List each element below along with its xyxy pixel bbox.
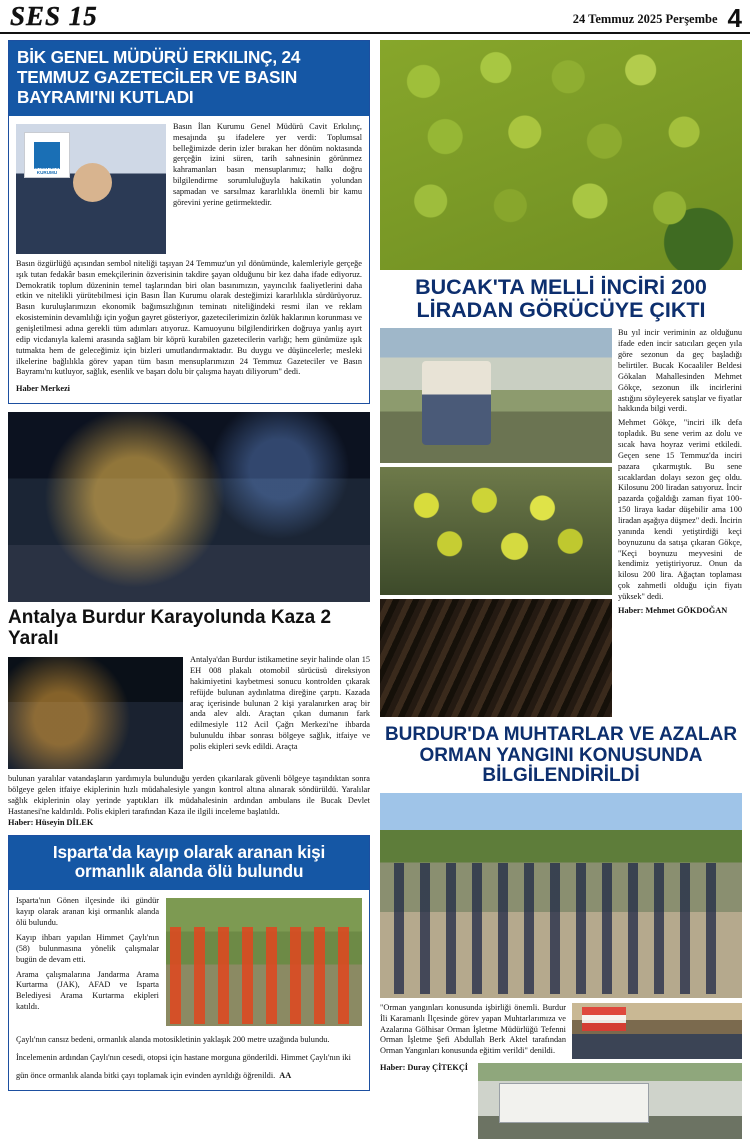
kaza-byline: Haber: Hüseyin DİLEK bbox=[8, 817, 94, 827]
incir-paragraph-2: Mehmet Gökçe, "inciri ilk defa topladık. Bu sene verim az dolu ve sıcak hava hoyraz verimi etkiledi. Geçen sene 15 Temmuz'da inciri pazara çıkarmıştık. Bu sene sıcaklardan dolayı sezon geç oldu. Kilosunu 200 liradan satıyoruz. İncir pazarda çoğaldığı zaman fiyat 100-150 liraya kadar düşebilir ama 100 liradan aşağıya düşmez" dedi. İncirin yanında kendi yetiştirdiği keçi boynuzunu da satışa çıkaran Gökçe, "Keçi boynuzu meyvesini de kendimiz yetiştiriyoruz. Onun da kilosu 200 lira. Ağaçtan toplaması çok zahmetli olduğu için fiyatı yüksek" dedi. bbox=[618, 418, 742, 602]
bik-portrait-photo bbox=[16, 124, 166, 254]
orman-hall-photo bbox=[572, 1003, 742, 1059]
publication-date: 24 Temmuz 2025 Perşembe bbox=[572, 12, 718, 26]
newspaper-logo: SES 15 bbox=[10, 1, 98, 31]
kaza-main-photo bbox=[8, 412, 370, 602]
kaza-headline: Antalya Burdur Karayolunda Kaza 2 Yaralı bbox=[8, 607, 332, 650]
masthead bbox=[0, 0, 750, 34]
isparta-paragraph-3: Arama çalışmalarına Jandarma Arama Kurtarma (JAK), AFAD ve Isparta Belediyesi Arama Kurtarma ekipleri katıldı. bbox=[16, 969, 159, 1012]
bik-headline: BİK GENEL MÜDÜRÜ ERKILINÇ, 24 TEMMUZ GAZETECİLER VE BASIN BAYRAMI'NI KUTLADI bbox=[17, 47, 301, 107]
bik-paragraph-2: Basın özgürlüğü açısından sembol niteliği taşıyan 24 Temmuz'un yıl dönümünde, kalemleriyle gerçeğe ışık tutan fedakâr basın emekçilerinin özverisinin takdire şayan olduğunu bir kez daha ifade ediyoruz. Demokratik toplum düzeninin temel taşlarından biri olan basınımızın, yayıncılık faaliyetlerini daha etkin ve nitelikli yürütebilmesi için Basın İlan Kurumu olarak desteğimizi kararlılıkla sürdürüyoruz. Basın kuruluşlarımızın ekonomik bağımsızlığının teminatı niteliğindeki resmi ilan ve reklam ekosisteminin devamlılığı için yoğun gayret gösteriyor, gazetecilerimizin özlük haklarının korunması ve genişletilmesi adına gerekli tüm adımları atıyoruz. Kamuoyunu bilgilendirirken doğruya yanlış ayırt edip vicdanıyla kalemi arasında sağlam bir köprü kurabilen gazetecilerin varlığı; hem günümüze ışık tutmakta hem de geleceğimiz için bizleri umutlandırmaktadır. Bu duygu ve düşüncelerle; mesleki ilkelerine bağlılıkla görev yapan tüm basın mensuplarımızın 24 Temmuz Gazeteciler ve Basın Bayramı'nı kutluyor, sağlık, esenlik ve başarı dolu bir çalışma hayatı diliyorum" dedi. bbox=[16, 258, 362, 377]
orman-briefing-photo bbox=[380, 793, 742, 998]
isparta-headline: Isparta'da kayıp olarak aranan kişi ormanlık alanda ölü bulundu bbox=[52, 841, 326, 882]
bik-logo bbox=[24, 132, 70, 178]
article-kaza bbox=[8, 412, 370, 826]
orman-headline: BURDUR'DA MUHTARLAR VE AZALAR ORMAN YANGINI KONUSUNDA BİLGİLENDİRİLDİ bbox=[384, 724, 738, 787]
article-bik bbox=[8, 40, 370, 404]
bik-paragraph-1: Basın İlan Kurumu Genel Müdürü Cavit Erkılınç, mesajında şu ifadelere yer verdi: Toplumsal belleğimizde derin izler bırakan her dönüm noktasında gerçeğin izini süren, tarih sahnesinin görünmez kahramanları basın mensuplarımız; halkı doğru bilgilendirme sorumluluğuyla hakikatin yolundan sapmadan ve sarsılmaz kararlılıkla önemli bir kamu görevini yerine getirmektedir. bbox=[173, 121, 362, 207]
incir-byline: Haber: Mehmet GÖKDOĞAN bbox=[618, 605, 728, 615]
isparta-paragraph-1: Isparta'nın Gönen ilçesinde iki gündür kayıp olarak aranan kişi ormanlık alanda ölü bulundu. bbox=[16, 896, 159, 928]
page-number: 4 bbox=[727, 2, 742, 33]
orman-quote: "Orman yangınları konusunda işbirliği önemli. Burdur İli Karamanlı İlçesinde görev yapan Muhtarlarımıza ve Azalarına Gölhisar Orman İşletme Müdürlüğü Tefenni Orman İşletme Şefi Abdullah Berk Aktel tarafından Orman Yangınları konusunda eğitim verildi" denildi. bbox=[380, 1002, 566, 1056]
incir-headline: BUCAK'TA MELLİ İNCİRİ 200 LİRADAN GÖRÜCÜYE ÇIKTI bbox=[415, 275, 707, 323]
article-incir bbox=[380, 40, 742, 717]
page-body bbox=[0, 34, 750, 1125]
article-orman bbox=[380, 725, 742, 1139]
bik-source: Haber Merkezi bbox=[16, 384, 70, 394]
right-column bbox=[380, 40, 742, 1139]
kaza-paragraph-1: Antalya'dan Burdur istikametine seyir halinde olan 15 EH 008 plakalı otomobil sürücüsü direksiyon hakimiyetini kaybetmesi sonucu kontrolden çıkarak refüjde bulunan aydınlatma direğine çarptı. Kazada araç içerisinde bulunan 2 kişi yaralanırken araç bir anda alev aldı. Araçtan çıkan dumanın fark edilmesiyle 112 Acil Çağrı Merkezi'ne ihbarda bulunuldu ihbar sonrası bölgeye sağlık, itfaiye ve polis ekipleri sevk edildi. Araçta bbox=[190, 655, 370, 751]
isparta-paragraph-2: Kayıp ihbarı yapılan Himmet Çaylı'nın (58) bulunmasına yönelik çalışmalar bugün de devam etti. bbox=[16, 933, 159, 964]
isparta-headline-box bbox=[9, 836, 369, 891]
bik-headline-box bbox=[9, 41, 369, 116]
masthead-right bbox=[572, 2, 742, 33]
orman-vehicles-photo bbox=[478, 1063, 742, 1139]
kaza-second-photo bbox=[8, 657, 183, 769]
left-column bbox=[8, 40, 370, 1091]
incir-seller-photo bbox=[380, 328, 612, 463]
article-isparta bbox=[8, 835, 370, 1092]
isparta-photo bbox=[166, 898, 362, 1026]
orman-byline: Haber: Duray ÇİTEKÇİ bbox=[380, 1062, 469, 1072]
incir-dried-figs-photo bbox=[380, 599, 612, 717]
incir-paragraph-1: Bu yıl incir veriminin az olduğunu ifade eden incir satıcıları geçen yıla göre sezonun da geç başladığı belirtiler. Bucak Kocaaliler Beldesi Gökalan Mahallesinden Mehmet Gökçe, sezonun ilk incirlerini astığını söyleyerek satışlar ve fiyatlar hakkında bilgi verdi. bbox=[618, 328, 742, 414]
incir-top-photo bbox=[380, 40, 742, 270]
isparta-paragraph-4: Çaylı'nın cansız bedeni, ormanlık alanda motosikletinin yaklaşık 200 metre uzağında bulundu. İncelemenin ardından Çaylı'nın cesedi, otopsi için hastane morguna gönderildi. Himmet Çaylı'nın iki gün önce ormanlık alanda bitki çayı toplamak için evinden ayrıldığı öğrenildi. bbox=[16, 1035, 351, 1081]
bik-logo-label: BASIN İLAN KURUMU bbox=[33, 164, 61, 175]
isparta-source: AA bbox=[279, 1071, 292, 1081]
incir-crates-photo bbox=[380, 467, 612, 595]
kaza-paragraph-2: bulunan yaralılar vatandaşların yardımıyla bulunduğu yerden çıkarılarak güvenli bölgeye taşındıktan sonra bölgeye gelen itfaiye ekiplerinin hızlı müdahalesiyle yangın kontrol altına alınarak söndürüldü. Yaralılar sağlık ekiplerinin olay yerinde yaptıkları ilk müdahalesinin ardından ambulans ile Bucak Devlet Hastanesi'ne kaldırıldı. Polis ekipleri tarafından Kaza ile ilgili inceleme başlatıldı. bbox=[8, 774, 370, 816]
